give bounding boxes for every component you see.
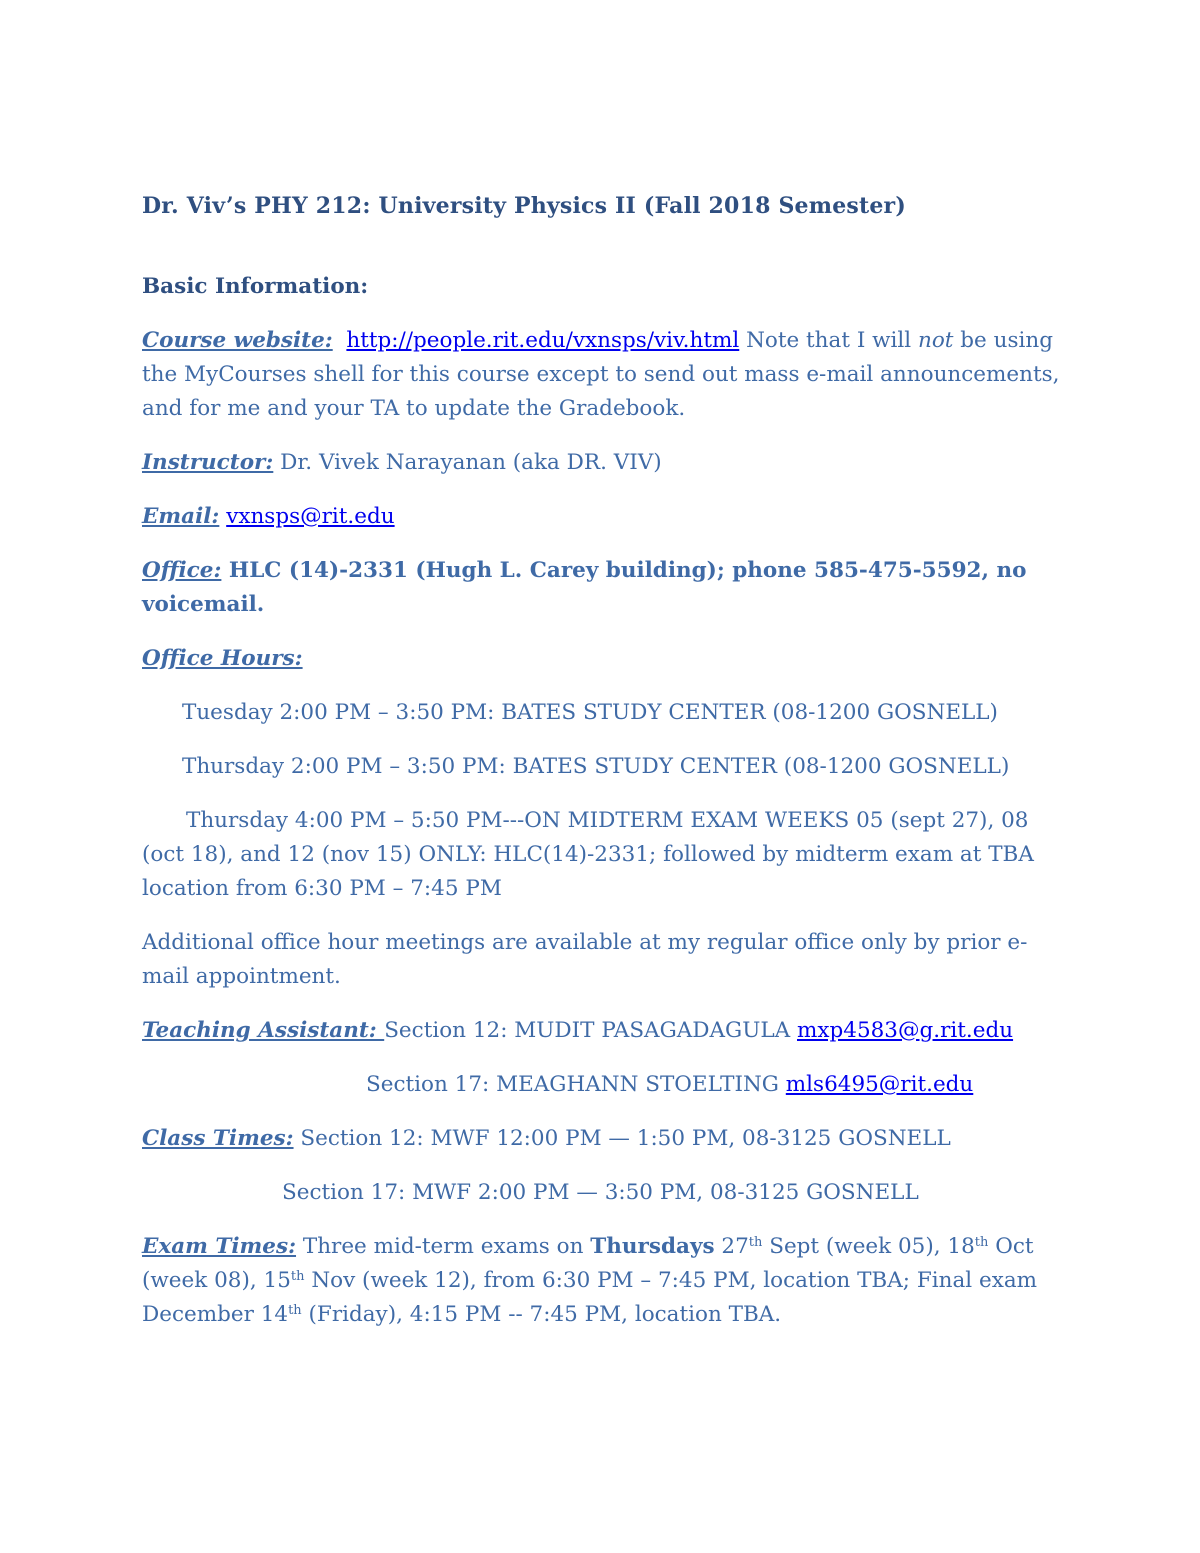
office-hours-line-2: Thursday 2:00 PM – 3:50 PM: BATES STUDY CENTER (08-1200 GOSNELL) [182, 754, 1010, 779]
email-label: Email: [142, 504, 220, 529]
instructor-value: Dr. Vivek Narayanan (aka DR. VIV) [273, 450, 662, 475]
office-paragraph [142, 554, 1072, 622]
ta-section-17: Section 17: MEAGHANN STOELTING [366, 1072, 786, 1097]
office-hours-label: Office Hours: [142, 646, 303, 671]
course-website-link[interactable]: http://people.rit.edu/vxnsps/viv.html [346, 328, 740, 353]
exam-times-thursdays: Thursdays [590, 1234, 715, 1259]
exam-times-label: Exam Times: [142, 1234, 297, 1259]
document-content [142, 188, 1072, 1332]
exam-times-text-2: 27 [714, 1234, 749, 1259]
office-hours-heading [142, 642, 1072, 676]
office-value: HLC (14)-2331 (Hugh L. Carey building); phone 585-475-5592, no voicemail. [142, 558, 1027, 617]
instructor-paragraph [142, 446, 1072, 480]
exam-times-sup-3: th [290, 1269, 305, 1284]
course-website-label: Course website: [142, 328, 333, 353]
basic-info-heading: Basic Information: [142, 274, 369, 299]
class-times-section-12: Section 12: MWF 12:00 PM — 1:50 PM, 08-3125 GOSNELL [293, 1126, 951, 1151]
email-link[interactable]: vxnsps@rit.edu [226, 504, 395, 529]
course-website-note-b: be using the MyCourses shell for this course except to send out mass e-mail announcements, and for me and your TA to update the Gradebook. [142, 328, 1060, 421]
ta-email-12-link[interactable]: mxp4583@g.rit.edu [797, 1018, 1014, 1043]
email-paragraph [142, 500, 1072, 534]
office-hours-additional: Additional office hour meetings are available at my regular office only by prior e-mail appointment. [142, 930, 1028, 989]
class-times-label: Class Times: [142, 1126, 294, 1151]
exam-times-text-5: Nov (week 12), from 6:30 PM – 7:45 PM, location TBA; Final exam December 14 [142, 1268, 1038, 1327]
exam-times-paragraph [142, 1230, 1072, 1332]
page-title: Dr. Viv’s PHY 212: University Physics II (Fall 2018 Semester) [142, 193, 906, 219]
exam-times-sup-4: th [288, 1303, 302, 1318]
exam-times-text-3: Sept (week 05), 18 [762, 1234, 975, 1259]
course-website-paragraph [142, 324, 1072, 426]
exam-times-sup-1: th [748, 1235, 763, 1250]
exam-times-text-4: Oct (week 08), 15 [142, 1234, 1034, 1293]
office-hours-line-1: Tuesday 2:00 PM – 3:50 PM: BATES STUDY CENTER (08-1200 GOSNELL) [182, 700, 998, 725]
teaching-assistant-paragraph [142, 1014, 1072, 1048]
exam-times-text-6: (Friday), 4:15 PM -- 7:45 PM, location TBA. [301, 1302, 782, 1327]
teaching-assistant-label: Teaching Assistant: [142, 1018, 385, 1043]
ta-email-17-link[interactable]: mls6495@rit.edu [785, 1072, 974, 1097]
exam-times-sup-2: th [974, 1235, 989, 1250]
office-hours-line-3-text: Thursday 4:00 PM – 5:50 PM---ON MIDTERM EXAM WEEKS 05 (sept 27), 08 (oct 18), and 12 (nov 15) ONLY: HLC(14)-2331; followed by midterm exam at TBA location from 6:30 PM – 7:45 PM [142, 808, 1034, 901]
office-hours-line-3 [142, 804, 1072, 906]
office-label: Office: [142, 558, 222, 583]
ta-section-17-line [142, 1068, 1072, 1102]
ta-section-12: Section 12: MUDIT PASAGADAGULA [384, 1018, 797, 1043]
course-website-note-a: Note that I will [739, 328, 919, 353]
class-times-paragraph [142, 1122, 1072, 1156]
class-times-section-17: Section 17: MWF 2:00 PM — 3:50 PM, 08-3125 GOSNELL [282, 1180, 919, 1205]
instructor-label: Instructor: [142, 450, 274, 475]
course-website-note-emphasis: not [918, 328, 954, 353]
exam-times-text-1: Three mid-term exams on [296, 1234, 591, 1259]
